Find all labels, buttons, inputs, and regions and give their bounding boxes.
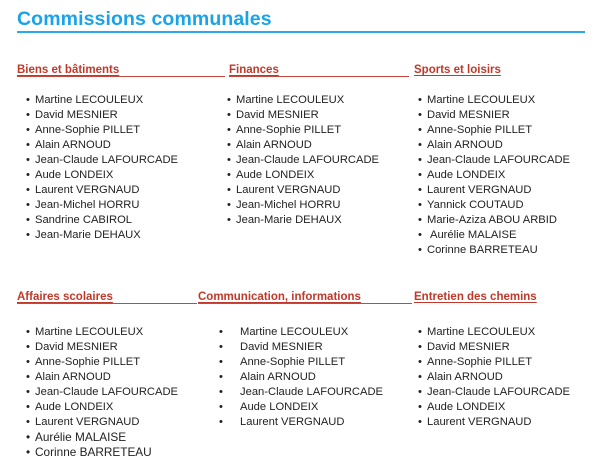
list-item: • David MESNIER (418, 109, 510, 121)
member-list-biens (26, 93, 178, 243)
list-item: • Alain ARNOUD (26, 371, 111, 383)
section-heading-sports (414, 64, 501, 78)
list-item: • Aude LONDEIX (227, 169, 315, 181)
bullet-icon: • (418, 124, 422, 136)
bullet-icon: • (227, 184, 231, 196)
list-item: • Sandrine CABIROL (26, 214, 133, 226)
list-item: • Jean-Michel HORRU (26, 199, 140, 211)
section-heading: Finances (229, 64, 279, 76)
member-list-finances (227, 93, 379, 228)
bullet-icon: • (26, 94, 30, 106)
list-item: • Aude LONDEIX (219, 401, 319, 413)
list-item: • Martine LECOULEUX (418, 326, 536, 338)
list-item: • David MESNIER (227, 109, 319, 121)
bullet-icon: • (219, 326, 223, 338)
bullet-icon: • (26, 139, 30, 151)
list-item: • Jean-Michel HORRU (227, 199, 341, 211)
list-item: • Jean-Marie DEHAUX (26, 229, 141, 241)
bullet-icon: • (26, 154, 30, 166)
list-item: • Anne-Sophie PILLET (418, 356, 533, 368)
bullet-icon: • (26, 401, 30, 413)
list-item: • Anne-Sophie PILLET (227, 124, 342, 136)
list-item: • Anne-Sophie PILLET (26, 356, 141, 368)
bullet-icon: • (26, 445, 31, 459)
bullet-icon: • (418, 326, 422, 338)
bullet-icon: • (227, 124, 231, 136)
bullet-icon: • (418, 244, 422, 256)
section-heading: Sports et loisirs (414, 64, 501, 76)
list-item: • Alain ARNOUD (219, 371, 316, 383)
section-rule (17, 76, 225, 77)
section-rule (17, 303, 197, 304)
bullet-icon: • (227, 199, 231, 211)
list-item: • Jean-Marie DEHAUX (227, 214, 342, 226)
bullet-icon: • (26, 124, 30, 136)
bullet-icon: • (418, 139, 422, 151)
bullet-icon: • (418, 169, 422, 181)
list-item: • Alain ARNOUD (418, 371, 503, 383)
bullet-icon: • (418, 341, 422, 353)
section-rule (229, 76, 409, 77)
list-item: • Martine LECOULEUX (26, 94, 144, 106)
bullet-icon: • (227, 214, 231, 226)
bullet-icon: • (227, 154, 231, 166)
list-item: • Jean-Claude LAFOURCADE (219, 386, 384, 398)
bullet-icon: • (26, 341, 30, 353)
bullet-icon: • (418, 184, 422, 196)
list-item: • David MESNIER (26, 341, 118, 353)
member-list-communication (219, 325, 383, 430)
list-item: • Martine LECOULEUX (219, 326, 349, 338)
section-heading-entretien (414, 291, 537, 305)
list-item: • Jean-Claude LAFOURCADE (227, 154, 380, 166)
list-item: • Yannick COUTAUD (418, 199, 524, 211)
list-item: • Jean-Claude LAFOURCADE (418, 154, 571, 166)
bullet-icon: • (26, 229, 30, 241)
list-item: • Laurent VERGNAUD (418, 184, 532, 196)
list-item: • Aude LONDEIX (418, 401, 506, 413)
list-item: • Aurélie MALAISE (418, 229, 517, 241)
bullet-icon: • (26, 356, 30, 368)
bullet-icon: • (418, 371, 422, 383)
list-item: • Martine LECOULEUX (418, 94, 536, 106)
list-item: • Alain ARNOUD (227, 139, 312, 151)
list-item: • Laurent VERGNAUD (418, 416, 532, 428)
bullet-icon: • (227, 169, 231, 181)
section-heading: Biens et bâtiments (17, 64, 120, 76)
list-item: • David MESNIER (219, 341, 323, 353)
bullet-icon: • (418, 154, 422, 166)
list-item: • Aurélie MALAISE (26, 430, 127, 444)
list-item: • Alain ARNOUD (418, 139, 503, 151)
list-item: • Anne-Sophie PILLET (26, 124, 141, 136)
list-item: • Laurent VERGNAUD (219, 416, 345, 428)
title-underline (17, 31, 585, 33)
bullet-icon: • (418, 199, 422, 211)
bullet-icon: • (219, 386, 223, 398)
bullet-icon: • (26, 199, 30, 211)
bullet-icon: • (418, 356, 422, 368)
list-item: • Jean-Claude LAFOURCADE (26, 386, 179, 398)
member-list-entretien (418, 325, 570, 430)
bullet-icon: • (418, 401, 422, 413)
bullet-icon: • (26, 386, 30, 398)
bullet-icon: • (227, 94, 231, 106)
list-item: • Martine LECOULEUX (227, 94, 345, 106)
list-item: • Aude LONDEIX (26, 169, 114, 181)
list-item: • Corinne BARRETEAU (418, 244, 538, 256)
bullet-icon: • (418, 94, 422, 106)
list-item: • Anne-Sophie PILLET (418, 124, 533, 136)
bullet-icon: • (418, 109, 422, 121)
list-item: • David MESNIER (418, 341, 510, 353)
bullet-icon: • (418, 214, 422, 226)
bullet-icon: • (26, 214, 30, 226)
bullet-icon: • (26, 430, 31, 444)
bullet-icon: • (26, 169, 30, 181)
bullet-icon: • (219, 356, 223, 368)
bullet-icon: • (418, 386, 422, 398)
bullet-icon: • (26, 184, 30, 196)
section-heading: Entretien des chemins (414, 291, 537, 303)
bullet-icon: • (418, 229, 422, 241)
bullet-icon: • (26, 109, 30, 121)
bullet-icon: • (219, 341, 223, 353)
section-rule (198, 303, 412, 304)
section-heading: Communication, informations (198, 291, 361, 303)
list-item: • Aude LONDEIX (26, 401, 114, 413)
list-item: • Laurent VERGNAUD (26, 184, 140, 196)
bullet-icon: • (219, 416, 223, 428)
list-item: • Corinne BARRETEAU (26, 445, 152, 459)
list-item: • Alain ARNOUD (26, 139, 111, 151)
list-item: • Jean-Claude LAFOURCADE (418, 386, 571, 398)
list-item: • Jean-Claude LAFOURCADE (26, 154, 179, 166)
bullet-icon: • (26, 326, 30, 338)
bullet-icon: • (227, 139, 231, 151)
list-item: • David MESNIER (26, 109, 118, 121)
page-title: Commissions communales (17, 8, 272, 30)
list-item: • Laurent VERGNAUD (227, 184, 341, 196)
bullet-icon: • (26, 416, 30, 428)
member-list-sports (418, 93, 570, 258)
list-item: • Martine LECOULEUX (26, 326, 144, 338)
bullet-icon: • (219, 371, 223, 383)
list-item: • Laurent VERGNAUD (26, 416, 140, 428)
member-list-affaires (26, 325, 178, 460)
list-item: • Marie-Aziza ABOU ARBID (418, 214, 557, 226)
section-heading: Affaires scolaires (17, 291, 113, 303)
bullet-icon: • (26, 371, 30, 383)
bullet-icon: • (219, 401, 223, 413)
list-item: • Anne-Sophie PILLET (219, 356, 346, 368)
bullet-icon: • (227, 109, 231, 121)
list-item: • Aude LONDEIX (418, 169, 506, 181)
bullet-icon: • (418, 416, 422, 428)
